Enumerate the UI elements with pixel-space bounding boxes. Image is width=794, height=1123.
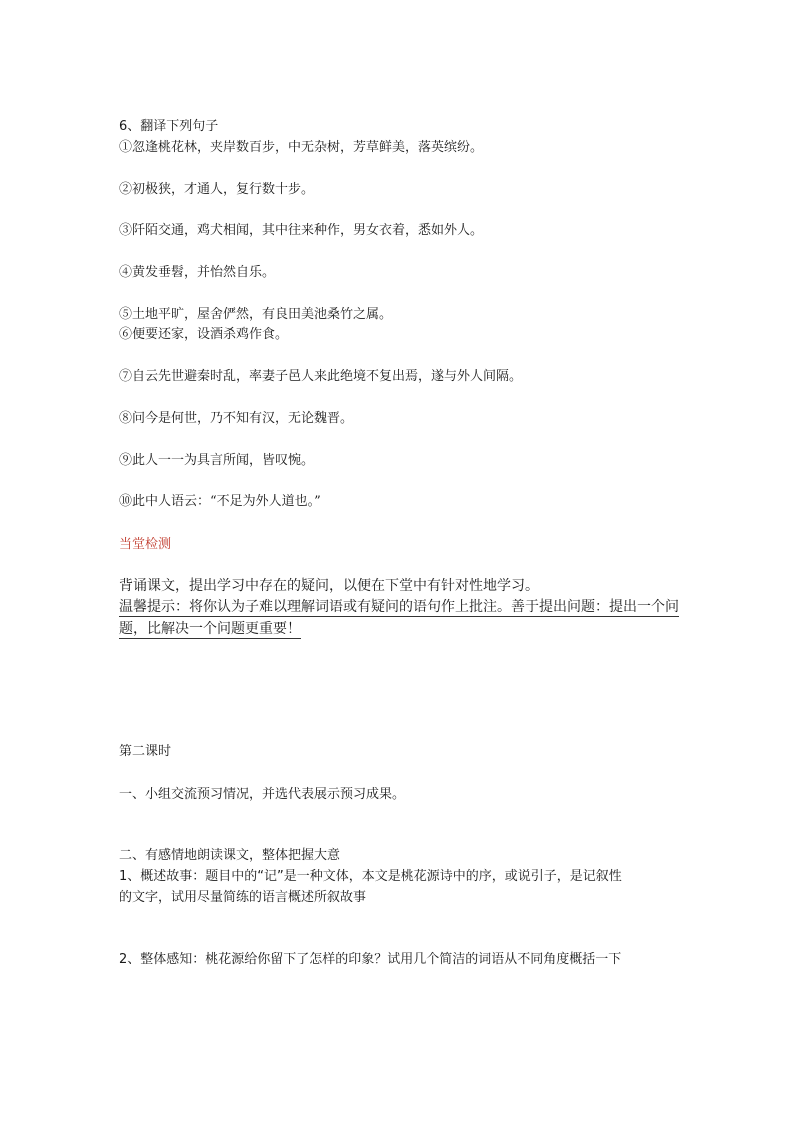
check-line-1: 背诵课文，提出学习中存在的疑问，以便在下堂中有针对性地学习。 [119, 578, 539, 594]
sentence-8: ⑧问今是何世，乃不知有汉，无论魏晋。 [119, 411, 354, 426]
check-title: 当堂检测 [119, 537, 172, 552]
sentence-5: ⑤土地平旷，屋舍俨然，有良田美池桑竹之属。 [119, 307, 393, 322]
sentence-4: ④黄发垂髫，并怡然自乐。 [119, 265, 276, 280]
lesson2-item-1: 一、小组交流预习情况，并选代表展示预习成果。 [119, 787, 406, 802]
sentence-10: ⑩此中人语云：“不足为外人道也。” [119, 494, 321, 509]
check-tip-line-1 [119, 598, 679, 616]
sentence-3: ③阡陌交通，鸡犬相闻，其中往来种作，男女衣着，悉如外人。 [119, 223, 484, 238]
sentence-7: ⑦自云先世避秦时乱，率妻子邑人来此绝境不复出焉，遂与外人间隔。 [119, 369, 523, 384]
sentence-2: ②初极狭，才通人，复行数十步。 [119, 182, 315, 197]
lesson2-item-2-1b: 的文字，试用尽量简练的语言概述所叙故事 [119, 890, 367, 905]
check-tip-line-2 [119, 620, 301, 638]
sentence-6: ⑥便要还家，设酒杀鸡作食。 [119, 327, 289, 342]
tip-text-1: 温馨提示：将你认为子难以理解词语或有疑问的语句作上批注。善于提出问题：提出一个问 [119, 599, 679, 615]
section-heading: 6、翻译下列句子 [119, 119, 219, 134]
lesson2-item-2-1a: 1、概述故事：题目中的“记”是一种文体，本文是桃花源诗中的序，或说引子，是记叙性 [119, 869, 622, 884]
lesson2-item-2: 二、有感情地朗读课文，整体把握大意 [119, 848, 341, 863]
tip-text-2: 题，比解决一个问题更重要！ [119, 621, 301, 637]
sentence-9: ⑨此人一一为具言所闻，皆叹惋。 [119, 453, 315, 468]
lesson2-item-2-2: 2、整体感知：桃花源给你留下了怎样的印象？试用几个简洁的词语从不同角度概括一下 [119, 952, 622, 967]
lesson2-title: 第二课时 [119, 744, 172, 759]
sentence-1: ①忽逢桃花林，夹岸数百步，中无杂树，芳草鲜美，落英缤纷。 [119, 140, 484, 155]
